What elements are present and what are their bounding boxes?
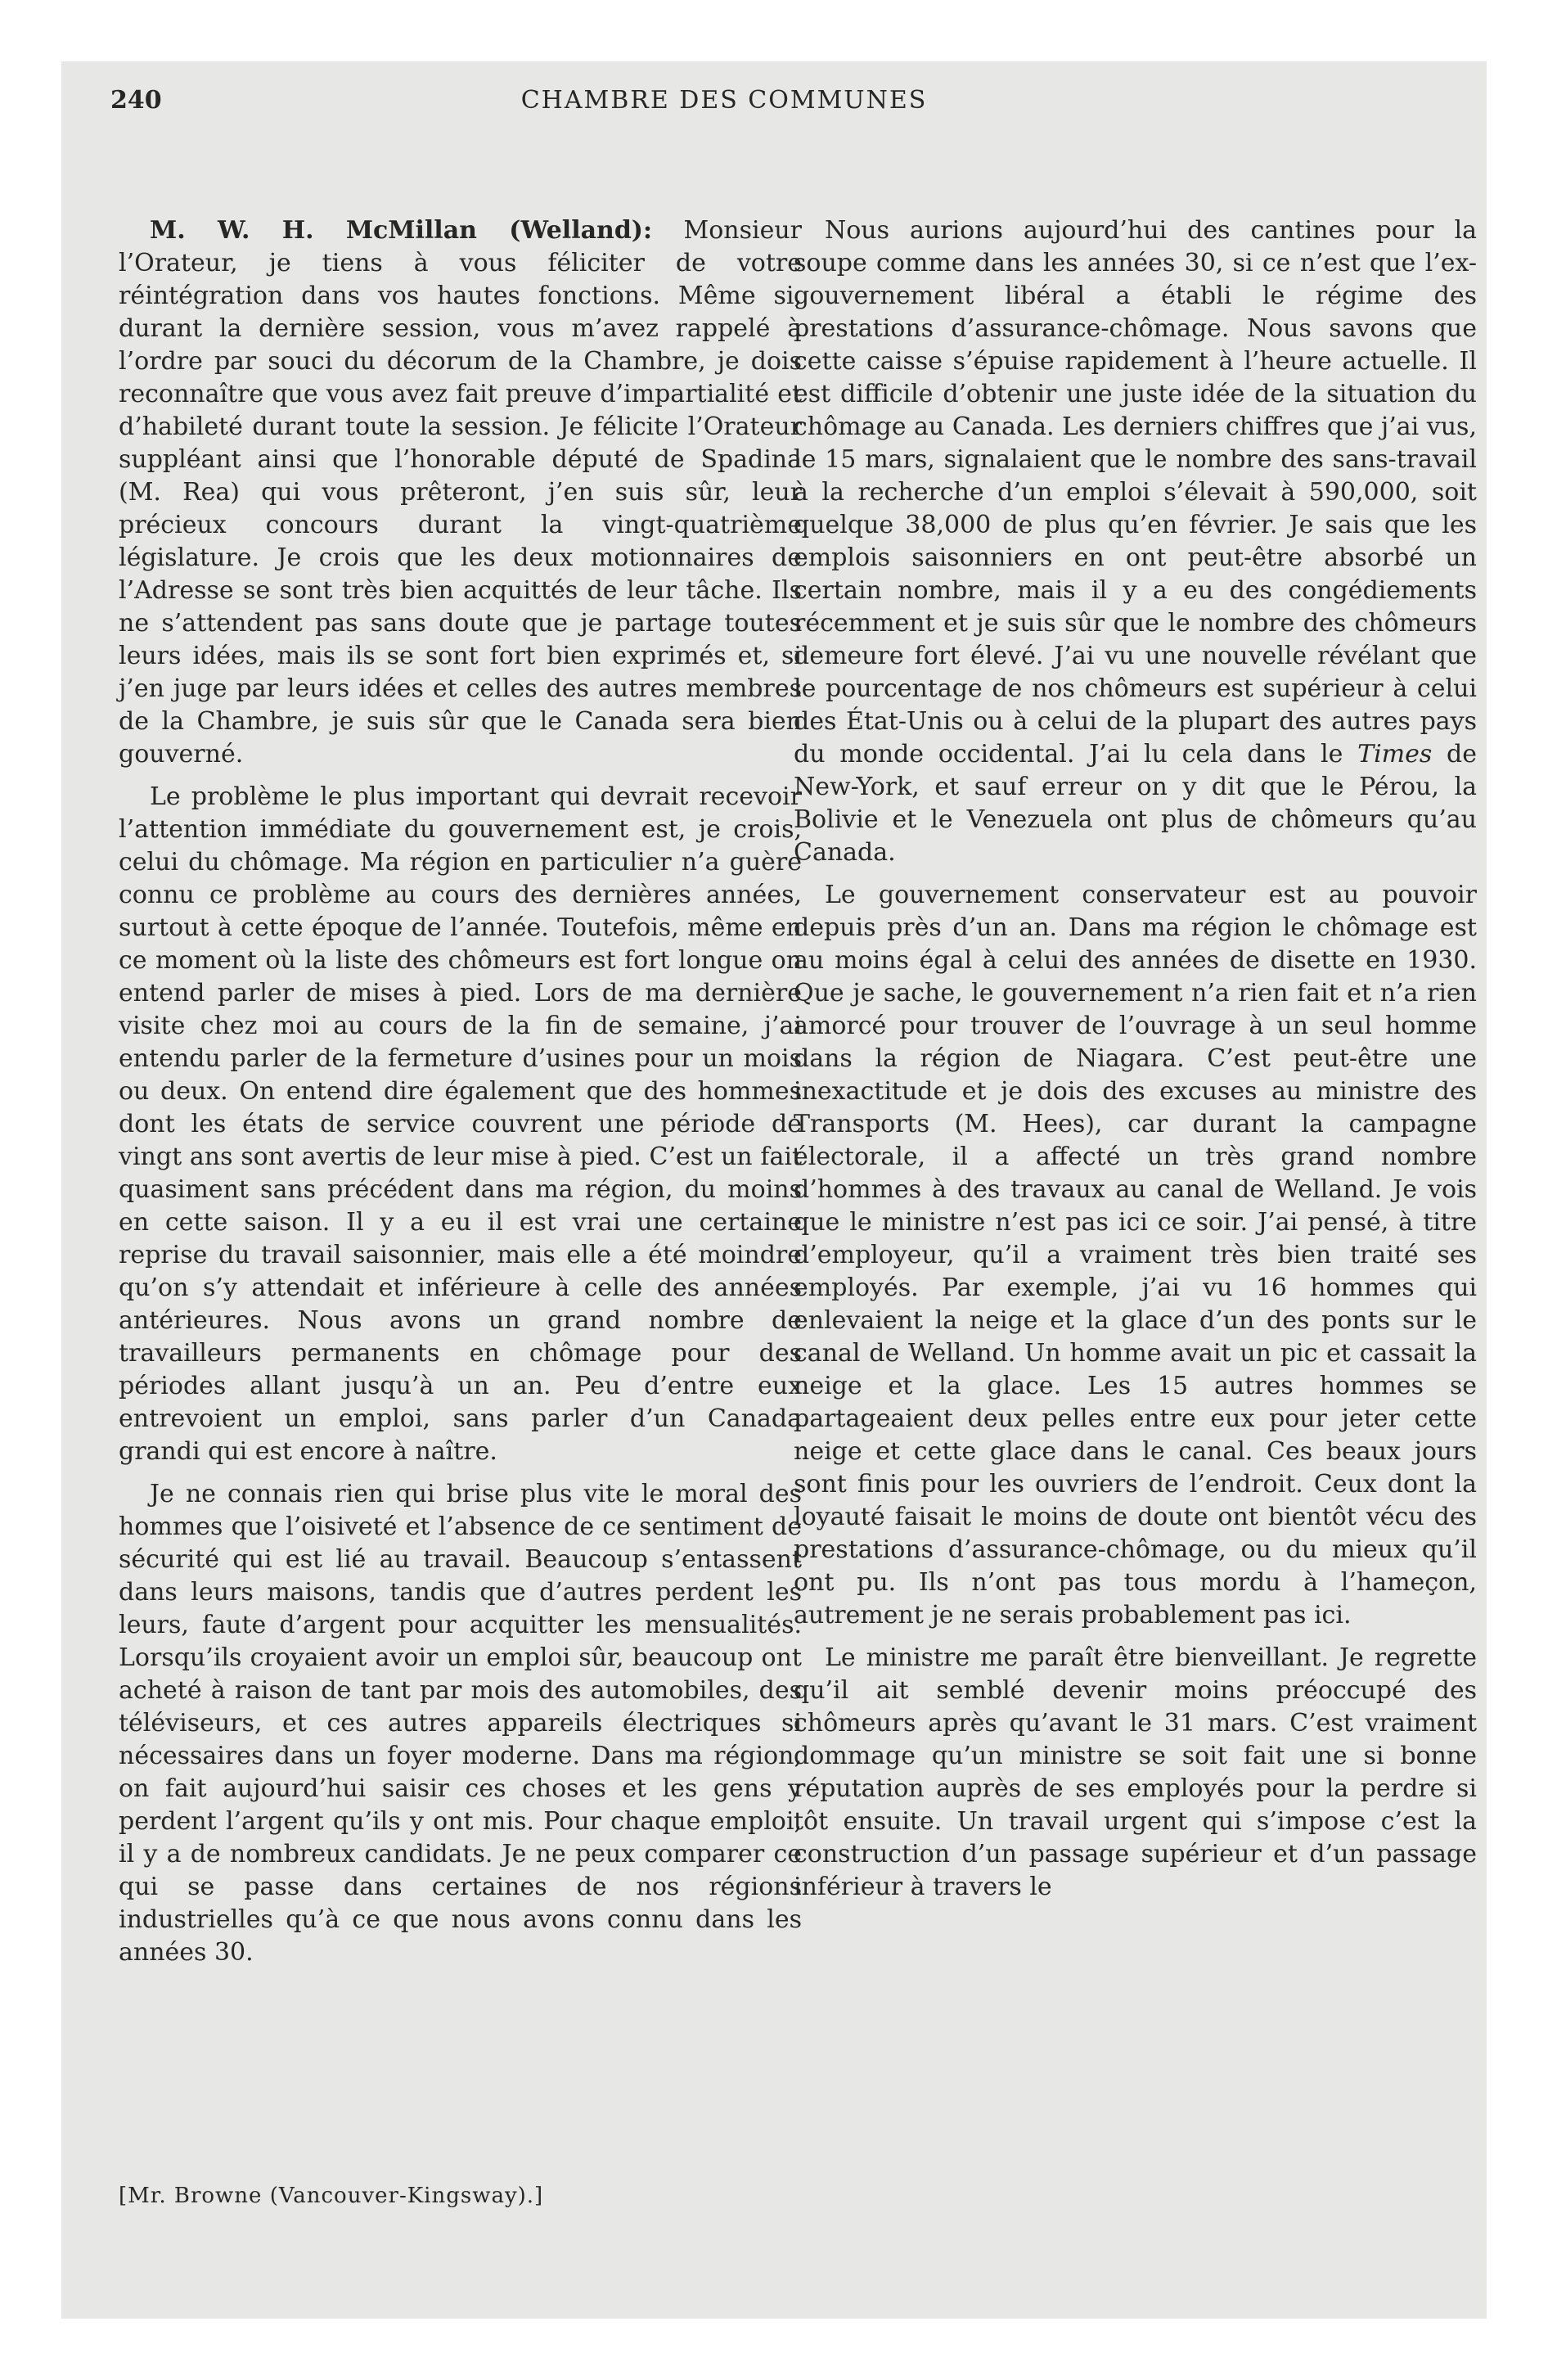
speaker-name: M. W. H. McMillan (Welland): — [150, 216, 653, 245]
paragraph: Le problème le plus important qui devrait recevoir l’attention immédiate du gouvernement est, je crois, celui du chômage. Ma région en particulier n’a guère connu ce problème au cours des dernières années, surtout à cette époque de l’année. Toutefois, même en ce moment où la liste des chômeurs est fort longue on entend parler de mises à pied. Lors de ma dernière visite chez moi au cours de la fin de semaine, j’ai entendu parler de la fermeture d’usines pour un mois ou deux. On entend dire également que des hommes dont les états de service couvrent une période de vingt ans sont avertis de leur mise à pied. C’est un fait quasiment sans précédent dans ma région, du moins en cette saison. Il y a eu il est vrai une certaine reprise du travail saisonnier, mais elle a été moindre qu’on s’y attendait et inférieure à celle des années antérieures. Nous avons un grand nombre de travailleurs permanents en chômage pour des périodes allant jusqu’à un an. Peu d’entre eux entrevoient un emploi, sans parler d’un Canada grandi qui est encore à naître. — [119, 782, 802, 1466]
running-head: CHAMBRE DES COMMUNES — [520, 86, 928, 115]
page-header — [53, 86, 1395, 135]
paragraph: Je ne connais rien qui brise plus vite le moral des hommes que l’oisiveté et l’absence de ce sentiment de sécurité qui est lié au travail. Beaucoup s’entassent dans leurs maisons, tandis que d’autres perdent les leurs, faute d’argent pour acquitter les mensualités. Lorsqu’ils croyaient avoir un emploi sûr, beaucoup ont acheté à raison de tant par mois des automobiles, des téléviseurs, et ces autres appareils électriques si nécessaires dans un foyer moderne. Dans ma région, on fait aujourd’hui saisir ces choses et les gens y perdent l’argent qu’ils y ont mis. Pour chaque emploi, il y a de nombreux candidats. Je ne peux comparer ce qui se passe dans certaines de nos régions industrielles qu’à ce que nous avons connu dans les années 30. — [119, 1480, 802, 1967]
page-number: 240 — [110, 86, 162, 115]
newspaper-title: Times — [1357, 740, 1433, 769]
speaker-footer-note: [Mr. Browne (Vancouver-Kingsway).] — [119, 2184, 544, 2208]
paragraph: Le ministre me paraît être bienveillant. Je regrette qu’il ait semblé devenir moins préoccupé des chômeurs après qu’avant le 31 mars. C’est vraiment dommage qu’un ministre se soit fait une si bonne réputation auprès de ses employés pour la perdre si tôt ensuite. Un travail urgent qui s’impose c’est la construction d’un passage supérieur et d’un passage inférieur à travers le — [794, 1643, 1477, 1901]
paragraph — [794, 214, 1477, 869]
left-column — [119, 214, 802, 1979]
right-column — [794, 214, 1477, 1913]
paragraph: Le gouvernement conservateur est au pouvoir depuis près d’un an. Dans ma région le chômage est au moins égal à celui des années de disette en 1930. Que je sache, le gouvernement n’a rien fait et n’a rien amorcé pour trouver de l’ouvrage à un seul homme dans la région de Niagara. C’est peut-être une inexactitude et je dois des excuses au ministre des Transports (M. Hees), car durant la campagne électorale, il a affecté un très grand nombre d’hommes à des travaux au canal de Welland. Je vois que le ministre n’est pas ici ce soir. J’ai pensé, à titre d’employeur, qu’il a vraiment très bien traité ses employés. Par exemple, j’ai vu 16 hommes qui enlevaient la neige et la glace d’un des ponts sur le canal de Welland. Un homme avait un pic et cassait la neige et la glace. Les 15 autres hommes se partageaient deux pelles entre eux pour jeter cette neige et cette glace dans le canal. Ces beaux jours sont finis pour les ouvriers de l’endroit. Ceux dont la loyauté faisait le moins de doute ont bientôt vécu des prestations d’assurance-chômage, ou du mieux qu’il ont pu. Ils n’ont pas tous mordu à l’hameçon, autrement je ne serais probablement pas ici. — [794, 881, 1477, 1629]
paragraph-text: Monsieur l’Orateur, je tiens à vous féliciter de votre réintégration dans vos hautes fonctions. Même si, durant la dernière session, vous m’avez rappelé à l’ordre par souci du décorum de la Chambre, je dois reconnaître que vous avez fait preuve d’impartialité et d’habileté durant toute la session. Je félicite l’Orateur suppléant ainsi que l’honorable député de Spadina (M. Rea) qui vous prêteront, j’en suis sûr, leur précieux concours durant la vingt-quatrième législature. Je crois que les deux motionnaires de l’Adresse se sont très bien acquittés de leur tâche. Ils ne s’attendent pas sans doute que je partage toutes leurs idées, mais ils se sont fort bien exprimés et, si j’en juge par leurs idées et celles des autres membres de la Chambre, je suis sûr que le Canada sera bien gouverné. — [119, 216, 803, 769]
paragraph-text: Nous aurions aujourd’hui des cantines pour la soupe comme dans les années 30, si ce n’est que l’ex-gouvernement libéral a établi le régime des prestations d’assurance-chômage. Nous savons que cette caisse s’épuise rapidement à l’heure actuelle. Il est difficile d’obtenir une juste idée de la situation du chômage au Canada. Les derniers chiffres que j’ai vus, le 15 mars, signalaient que le nombre des sans-travail à la recherche d’un emploi s’élevait à 590,000, soit quelque 38,000 de plus qu’en février. Je sais que les emplois saisonniers en ont peut-être absorbé un certain nombre, mais il y a eu des congédiements récemment et je suis sûr que le nombre des chômeurs demeure fort élevé. J’ai vu une nouvelle révélant que le pourcentage de nos chômeurs est supérieur à celui des État-Unis ou à celui de la plupart des autres pays du monde occidental. J’ai lu cela dans le — [794, 216, 1477, 769]
paragraph-text: de New-York, et sauf erreur on y dit que le Pérou, la Bolivie et le Venezuela ont plus de chômeurs qu’au Canada. — [794, 740, 1477, 867]
paragraph — [119, 214, 802, 771]
